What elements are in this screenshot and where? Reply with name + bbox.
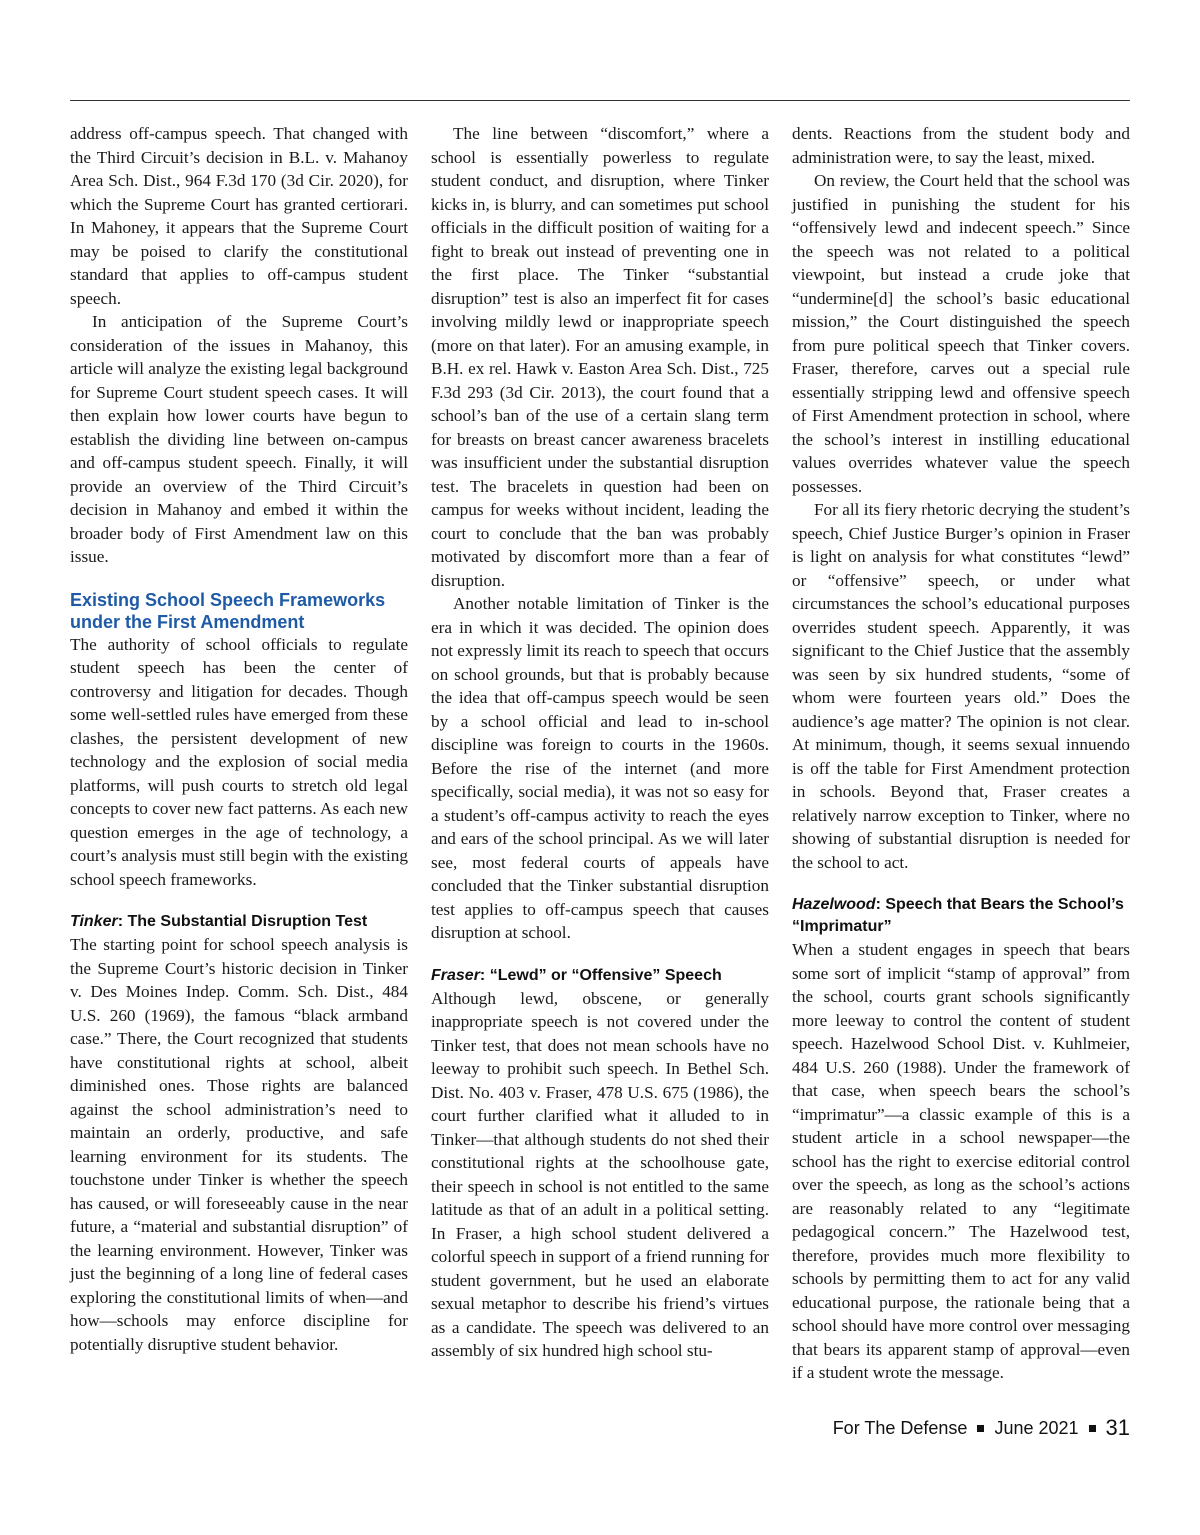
paragraph: For all its fiery rhetoric decrying the student’s speech, Chief Justice Burger’s opinion in Fraser is light on analysis for what constitutes “lewd” or “offensive” speech, or under what circumstances the school’s educational purposes overrides student speech. Apparently, it was significant to the Chief Justice that the assembly was seen by six hundred students, “some of whom were fourteen years old.” Does the audience’s age matter? The opinion is not clear. At minimum, though, it seems sexual innuendo is off the table for First Amendment protection in schools. Beyond that, Fraser creates a relatively narrow exception to Tinker, where no showing of substantial disruption is needed for the school to act. <box>792 500 1130 872</box>
subsection-title: : Speech that Bears the School’s “Imprimatur” <box>792 896 1124 935</box>
paragraph: The line between “discomfort,” where a school is essentially powerless to regulate student conduct, and disruption, where Tinker kicks in, is blurry, and can sometimes put school officials in the difficult position of waiting for a fight to break out instead of preventing one in the first place. The Tinker “substantial disruption” test is also an imperfect fit for cases involving mildly lewd or inappropriate speech (more on that later). For an amusing example, in B.H. ex rel. Hawk v. Easton Area Sch. Dist., 725 F.3d 293 (3d Cir. 2013), the court found that a school’s ban of the use of a certain slang term for breasts on breast cancer awareness bracelets was insufficient under the substantial disruption test. The bracelets in question had been on campus for weeks without incident, leading the court to conclude that the ban was probably motivated by discomfort more than a fear of disruption. <box>431 124 769 590</box>
paragraph: The authority of school officials to regulate student speech has been the center of controversy and litigation for decades. Though some well-settled rules have emerged from these clashes, the persistent development of new technology and the explosion of social media platforms, will push courts to stretch old legal concepts to cover new fact patterns. As each new question emerges in the age of technology, a court’s analysis must still begin with the existing school speech frameworks. <box>70 634 408 889</box>
page-number: 31 <box>1105 1415 1130 1440</box>
paragraph: Another notable limitation of Tinker is the era in which it was decided. The opinion does not expressly limit its reach to speech that occurs on school grounds, but that is probably because the idea that off-campus speech would be seen by a school official and lead to in-school discipline was foreign to courts in the 1960s. Before the rise of the internet (and more specifically, social media), it was not so easy for a student’s off-campus activity to reach the eyes and ears of the school principal. As we will later see, most federal courts of appeals have concluded that the Tinker substantial disruption test applies to off-campus speech that causes disruption at school. <box>431 594 769 942</box>
column-2 <box>431 122 769 1385</box>
column-1 <box>70 122 408 1385</box>
paragraph: When a student engages in speech that bears some sort of implicit “stamp of approval” from the school, courts grant schools significantly more leeway to control the content of student speech. Hazelwood School Dist. v. Kuhlmeier, 484 U.S. 260 (1988). Under the framework of that case, when speech bears the school’s “imprimatur”—a classic example of this is a student article in a school newspaper—the school has the right to exercise editorial control over the speech, as long as the school’s actions are reasonably related to any “legitimate pedagogical concern.” The Hazelwood test, therefore, provides much more flexibility to schools by permitting them to act for any valid educational purpose, the rationale being that a school should have more control over messaging that bears its apparent stamp of approval—even if a student wrote the message. <box>792 940 1130 1382</box>
subsection-heading <box>431 965 769 987</box>
separator-icon <box>1089 1425 1096 1432</box>
publication-name: For The Defense <box>832 1417 968 1438</box>
subsection-title: : The Substantial Disruption Test <box>117 913 368 930</box>
section-heading: Existing School Speech Frameworks under the First Amendment <box>70 589 386 632</box>
paragraph: On review, the Court held that the school was justified in punishing the student for his “offensively lewd and indecent speech.” Since the speech was not related to a political viewpoint, but instead a crude joke that “undermine[d] the school’s basic educational mission,” the Court distinguished the speech from pure political speech that Tinker covers. Fraser, therefore, carves out a special rule essentially stripping lewd and offensive speech of First Amendment protection in school, where the school’s interest in instilling educational values overrides whatever value the speech possesses. <box>792 171 1130 496</box>
paragraph: In anticipation of the Supreme Court’s consideration of the issues in Mahanoy, this article will analyze the existing legal background for Supreme Court student speech cases. It will then explain how lower courts have begun to establish the dividing line between on-campus and off-campus student speech. Finally, it will provide an overview of the Third Circuit’s decision in Mahanoy and embed it within the broader body of First Amendment law on this issue. <box>70 312 408 566</box>
column-3 <box>792 122 1130 1385</box>
top-rule <box>70 100 1130 101</box>
subsection-title: : “Lewd” or “Offensive” Speech <box>479 966 722 984</box>
subsection-heading <box>792 894 1130 938</box>
paragraph: address off-campus speech. That changed with the Third Circuit’s decision in B.L. v. Mahanoy Area Sch. Dist., 964 F.3d 170 (3d Cir. 2020), for which the Supreme Court has granted certiorari. In Mahoney, it appears that the Supreme Court may be poised to clarify the constitutional standard that applies to off-campus student speech. <box>70 124 408 308</box>
case-name: Hazelwood <box>792 896 876 913</box>
article-body <box>70 122 1130 1385</box>
case-name: Fraser <box>431 966 480 984</box>
separator-icon <box>977 1425 984 1432</box>
issue-date: June 2021 <box>994 1417 1079 1438</box>
paragraph: The starting point for school speech analysis is the Supreme Court’s historic decision in Tinker v. Des Moines Indep. Comm. Sch. Dist., 484 U.S. 260 (1969), the famous “black armband case.” There, the Court recognized that students have constitutional rights at school, albeit diminished ones. Those rights are balanced against the school administration’s need to maintain an orderly, productive, and safe learning environment for its students. The touchstone under Tinker is whether the speech has caused, or will foreseeably cause in the near future, a “material and substantial disruption” of the learning environment. However, Tinker was just the beginning of a long line of federal cases exploring the constitutional limits of when—and how—schools may enforce discipline for potentially disruptive student behavior. <box>70 935 408 1354</box>
case-name: Tinker <box>70 913 118 930</box>
paragraph: dents. Reactions from the student body and administration were, to say the least, mixed. <box>792 124 1130 167</box>
subsection-heading <box>70 911 408 933</box>
page-footer <box>833 1415 1130 1441</box>
paragraph: Although lewd, obscene, or generally inappropriate speech is not covered under the Tinker test, that does not mean schools have no leeway to prohibit such speech. In Bethel Sch. Dist. No. 403 v. Fraser, 478 U.S. 675 (1986), the court further clarified what it alluded to in Tinker—that although students do not shed their constitutional rights at the schoolhouse gate, their speech in school is not entitled to the same latitude as that of an adult in a political setting. In Fraser, a high school student delivered a colorful speech in support of a friend running for student government, but he used an elaborate sexual metaphor to describe his friend’s virtues as a candidate. The speech was delivered to an assembly of six hundred high school stu- <box>431 988 769 1360</box>
